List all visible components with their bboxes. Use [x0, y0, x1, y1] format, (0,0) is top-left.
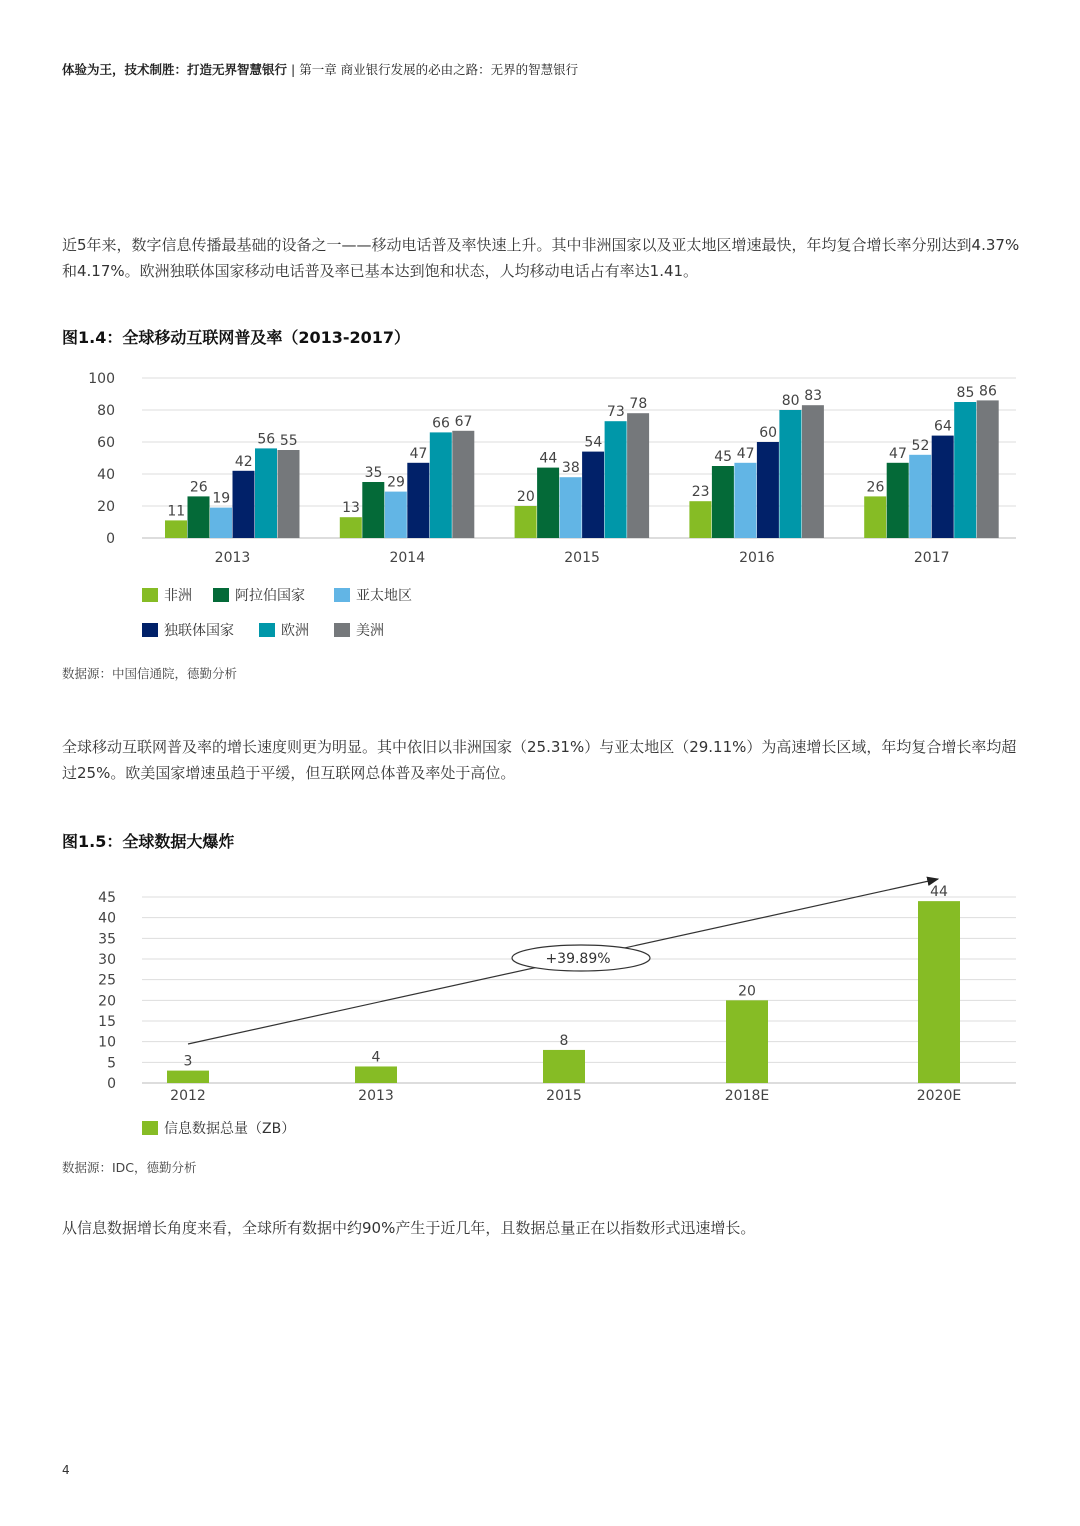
data-label: 45 — [714, 449, 733, 465]
data-label: 44 — [539, 450, 558, 467]
bar — [188, 496, 210, 538]
legend-label: 阿拉伯国家 — [235, 588, 305, 604]
bar — [757, 442, 779, 538]
figure-1-5-title: 图1.5：全球数据大爆炸 — [62, 832, 235, 851]
bar — [543, 1050, 585, 1083]
data-label: 66 — [432, 415, 450, 432]
y-tick-label: 25 — [98, 972, 116, 989]
bar — [385, 492, 407, 538]
chapter-title: 第一章 商业银行发展的必由之路：无界的智慧银行 — [299, 62, 579, 77]
bar — [954, 402, 976, 538]
legend-label: 独联体国家 — [164, 623, 234, 639]
bar — [407, 463, 429, 538]
data-label: 56 — [257, 431, 276, 448]
x-tick-label: 2012 — [170, 1088, 206, 1104]
bar — [918, 901, 960, 1083]
data-label: 83 — [804, 388, 823, 405]
legend-swatch — [142, 1121, 158, 1135]
data-label: 73 — [606, 404, 625, 421]
legend-swatch — [142, 623, 158, 637]
bar — [932, 436, 954, 538]
y-tick-label: 40 — [97, 467, 115, 483]
legend-item — [334, 585, 412, 605]
paragraph-data-growth: 从信息数据增长角度来看，全球所有数据中约90%产生于近几年，且数据总量正在以指数形式迅速增长。 — [62, 1219, 756, 1237]
bar — [864, 496, 886, 538]
bar — [255, 448, 277, 538]
data-label: 19 — [212, 490, 231, 507]
legend-label: 欧洲 — [281, 623, 309, 639]
bar — [977, 400, 999, 538]
figure-1-4-title: 图1.4：全球移动互联网普及率（2013-2017） — [62, 328, 411, 347]
bar — [362, 482, 384, 538]
legend-swatch — [334, 588, 350, 602]
data-label: 54 — [584, 434, 603, 451]
data-label: 29 — [387, 474, 405, 491]
data-label: 42 — [234, 453, 253, 470]
data-label: 26 — [866, 479, 885, 496]
legend-item — [142, 620, 234, 640]
x-tick-label: 2020E — [916, 1088, 962, 1104]
data-label: 55 — [279, 433, 298, 449]
legend-swatch — [142, 588, 158, 602]
data-label: 23 — [691, 484, 710, 501]
data-label: 80 — [781, 393, 800, 409]
bar — [734, 463, 756, 538]
y-tick-label: 60 — [97, 435, 115, 451]
legend-label: 亚太地区 — [356, 588, 412, 604]
data-label: 85 — [956, 385, 975, 401]
data-label: 78 — [629, 396, 648, 413]
data-label: 86 — [979, 383, 997, 400]
legend-label: 非洲 — [164, 588, 192, 604]
legend-swatch — [334, 623, 350, 637]
legend-item — [213, 585, 305, 605]
data-label: 67 — [454, 413, 473, 430]
bar — [430, 432, 452, 538]
bar — [726, 1000, 768, 1083]
legend-item — [334, 620, 384, 640]
y-tick-label: 80 — [97, 403, 115, 419]
header-separator: | — [291, 62, 296, 77]
x-tick-label: 2014 — [389, 550, 426, 566]
data-label: 60 — [759, 425, 778, 441]
x-tick-label: 2018E — [724, 1088, 770, 1104]
bar — [278, 450, 300, 538]
bar — [340, 517, 362, 538]
x-tick-label: 2017 — [913, 550, 950, 566]
data-label: 47 — [889, 445, 907, 462]
growth-rate-label: +39.89% — [545, 951, 611, 967]
y-tick-label: 5 — [107, 1055, 116, 1072]
bar — [165, 520, 187, 538]
data-label: 20 — [738, 983, 756, 1000]
x-tick-label: 2013 — [358, 1088, 394, 1104]
data-label: 26 — [189, 479, 208, 496]
bar — [605, 421, 627, 538]
y-tick-label: 15 — [98, 1014, 116, 1030]
legend-label: 信息数据总量（ZB） — [164, 1121, 296, 1137]
y-tick-label: 0 — [107, 1076, 116, 1092]
data-label: 4 — [371, 1049, 381, 1066]
page-number: 4 — [62, 1463, 70, 1477]
y-tick-label: 100 — [88, 371, 115, 387]
y-tick-label: 20 — [97, 499, 115, 515]
x-tick-label: 2015 — [564, 550, 600, 566]
chart2-legend — [142, 1118, 542, 1142]
bar — [537, 468, 559, 538]
bar — [582, 452, 604, 538]
x-tick-label: 2015 — [546, 1088, 582, 1104]
data-label: 52 — [911, 437, 930, 454]
data-label: 47 — [409, 445, 428, 462]
bar — [452, 431, 474, 538]
y-tick-label: 40 — [98, 910, 116, 927]
paragraph-mobile-phone: 近5年来，数字信息传播最基础的设备之一——移动电话普及率快速上升。其中非洲国家以及亚太地区增速最快，年均复合增长率分别达到4.37%和4.17%。欧洲独联体国家移动电话普及率已基本达到饱和状态，人均移动电话占有率达1.41。 — [62, 236, 1020, 280]
legend-item — [259, 620, 309, 640]
bar — [802, 405, 824, 538]
bar — [233, 471, 255, 538]
paragraph-mobile-internet: 全球移动互联网普及率的增长速度则更为明显。其中依旧以非洲国家（25.31%）与亚太地区（29.11%）为高速增长区域，年均复合增长率均超过25%。欧美国家增速虽趋于平缓，但互联网总体普及率处于高位。 — [62, 738, 1017, 782]
data-label: 8 — [559, 1032, 569, 1049]
legend-swatch — [213, 588, 229, 602]
y-tick-label: 30 — [98, 952, 116, 968]
bar — [210, 508, 232, 538]
y-tick-label: 10 — [98, 1034, 116, 1051]
chart-data-explosion — [0, 865, 1080, 1110]
data-label: 11 — [167, 503, 186, 520]
figure-1-5-source: 数据源：IDC，德勤分析 — [62, 1160, 197, 1175]
bar — [689, 501, 711, 538]
bar — [779, 410, 801, 538]
bar — [560, 477, 582, 538]
chart1-legend — [142, 585, 642, 655]
report-title: 体验为王，技术制胜：打造无界智慧银行 — [62, 62, 288, 77]
y-tick-label: 45 — [98, 890, 116, 906]
data-label: 20 — [516, 489, 535, 505]
legend-item — [142, 585, 192, 605]
data-label: 47 — [736, 445, 755, 462]
data-label: 13 — [342, 500, 360, 517]
bar — [515, 506, 537, 538]
x-tick-label: 2016 — [739, 550, 775, 566]
bar — [712, 466, 734, 538]
bar — [909, 455, 931, 538]
data-label: 3 — [183, 1053, 193, 1070]
legend-label: 美洲 — [356, 623, 384, 639]
bar — [627, 413, 649, 538]
bar — [167, 1071, 209, 1083]
data-label: 35 — [364, 465, 383, 481]
legend-swatch — [259, 623, 275, 637]
y-tick-label: 0 — [106, 531, 115, 547]
figure-1-4-source: 数据源：中国信通院，德勤分析 — [62, 666, 238, 681]
chart-mobile-internet-penetration — [0, 360, 1080, 580]
data-label: 44 — [930, 884, 948, 901]
bar — [355, 1066, 397, 1083]
x-tick-label: 2013 — [214, 550, 251, 566]
legend-item — [142, 1118, 295, 1138]
bar — [887, 463, 909, 538]
data-label: 64 — [934, 418, 952, 435]
y-tick-label: 35 — [98, 931, 116, 948]
data-label: 38 — [561, 460, 580, 477]
y-tick-label: 20 — [98, 993, 116, 1010]
page-header — [62, 60, 578, 78]
